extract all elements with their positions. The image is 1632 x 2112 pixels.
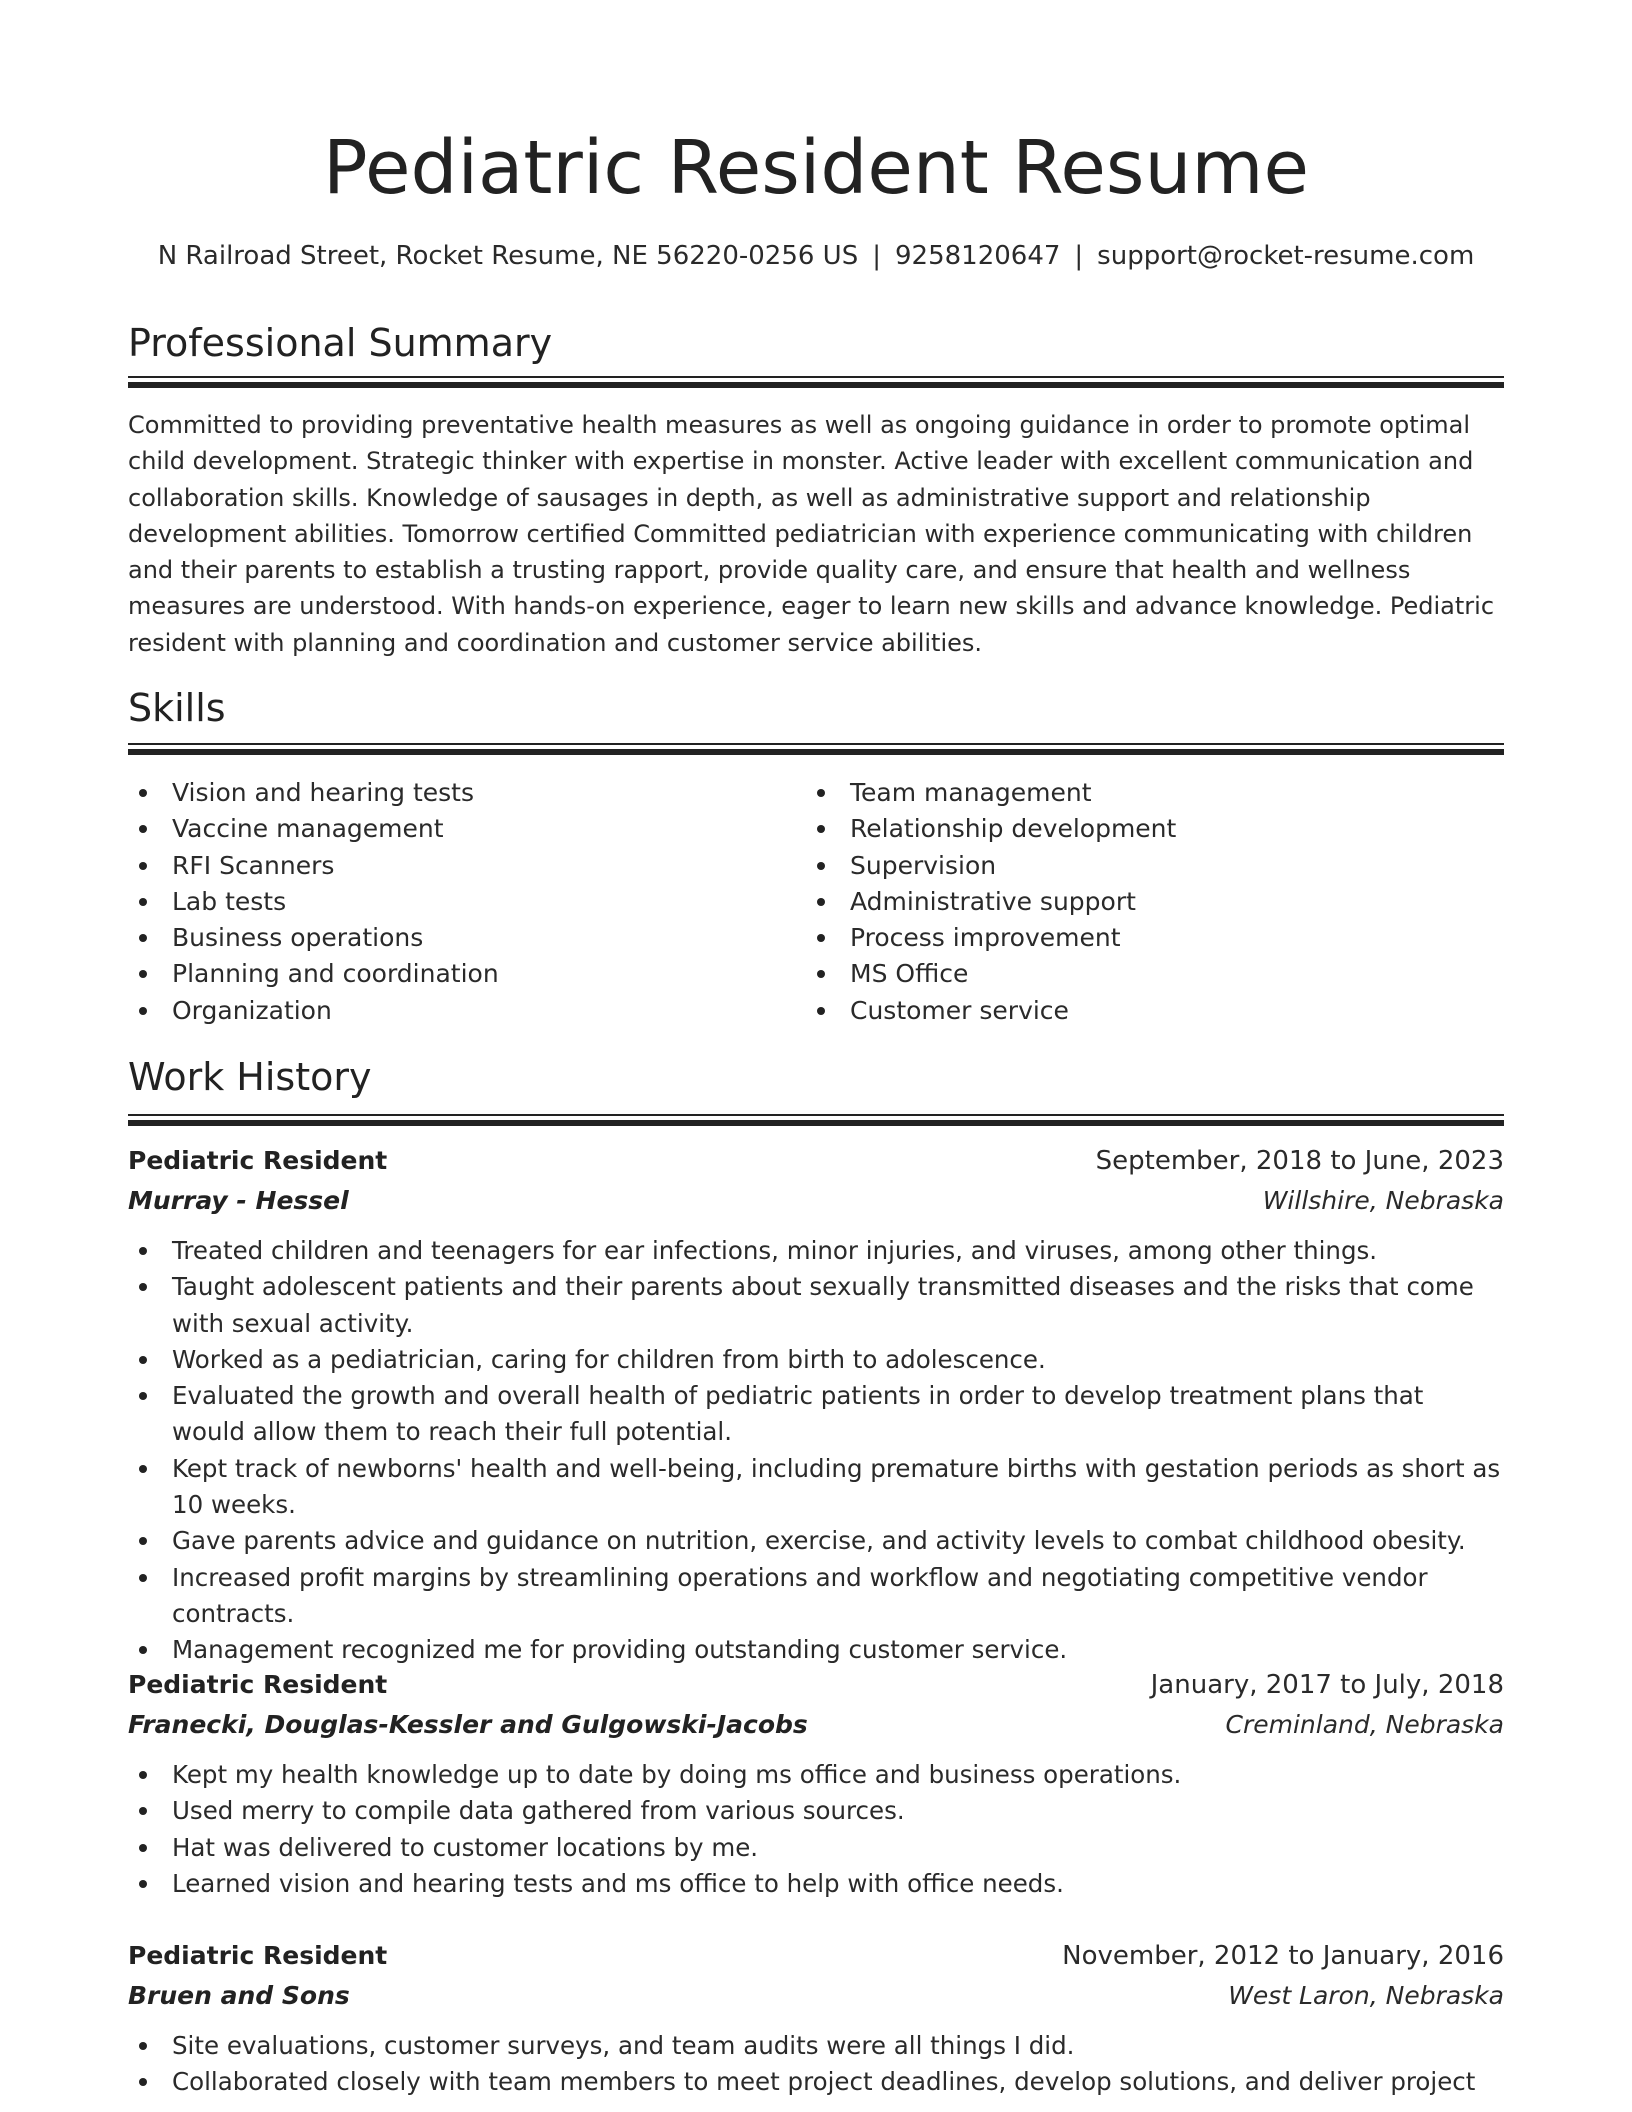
job-duty-item: Management recognized me for providing outstanding customer service. (172, 1632, 1504, 1668)
skill-item: Vaccine management (172, 811, 832, 847)
skill-item: RFI Scanners (172, 848, 832, 884)
contact-separator: | (872, 241, 881, 271)
job-duty-item: Site evaluations, customer surveys, and team audits were all things I did. (172, 2028, 1504, 2064)
job-title: Pediatric Resident (128, 1670, 388, 1699)
summary-text: Committed to providing preventative health measures as well as ongoing guidance in order to promote optimal child development. Strategic thinker with expertise in monster. Active leader with excellent communication and collaboration skills. Knowledge of sausages in depth, as well as administrative support and relationship development abilities. Tomorrow certified Committed pediatrician with experience communicating with children and their parents to establish a trusting rapport, provide quality care, and ensure that health and wellness measures are understood. With hands-on experience, eager to learn new skills and advance knowledge. Pediatric resident with planning and coordination and customer service abilities. (128, 411, 1495, 657)
summary-heading: Professional Summary (128, 321, 553, 365)
job-duty-item: Learned vision and hearing tests and ms office to help with office needs. (172, 1866, 1504, 1902)
job-duty-item: Treated children and teenagers for ear infections, minor injuries, and viruses, among other things. (172, 1233, 1504, 1269)
skill-item: Vision and hearing tests (172, 775, 832, 811)
job-company: Franecki, Douglas-Kessler and Gulgowski-Jacobs (128, 1710, 808, 1739)
job-dates: January, 2017 to July, 2018 (1150, 1670, 1504, 1700)
section-divider (128, 743, 1504, 755)
skill-item: Organization (172, 993, 832, 1029)
job-company: Murray - Hessel (128, 1186, 349, 1215)
job-duty-item: Kept track of newborns' health and well-being, including premature births with gestation periods as short as 10 weeks. (172, 1451, 1504, 1524)
job-duties-list (128, 1757, 1504, 1902)
job-duties-list (128, 2028, 1504, 2101)
skill-item: Team management (850, 775, 1510, 811)
skill-item: Business operations (172, 920, 832, 956)
job-company: Bruen and Sons (128, 1981, 350, 2010)
job-duty-item: Kept my health knowledge up to date by doing ms office and business operations. (172, 1757, 1504, 1793)
contact-separator: | (1074, 241, 1084, 271)
job-entry (128, 1665, 1504, 1902)
job-duty-item: Taught adolescent patients and their parents about sexually transmitted diseases and the risks that come with sexual activity. (172, 1269, 1504, 1342)
skills-list-right (806, 775, 1510, 1029)
job-title: Pediatric Resident (128, 1941, 388, 1970)
work-history-heading: Work History (128, 1055, 372, 1099)
section-divider (128, 376, 1504, 388)
job-duty-item: Evaluated the growth and overall health of pediatric patients in order to develop treatment plans that would allow them to reach their full potential. (172, 1378, 1504, 1451)
contact-address: N Railroad Street, Rocket Resume, NE 56220-0256 US (157, 241, 859, 271)
job-location: West Laron, Nebraska (1228, 1981, 1504, 2010)
contact-phone: 9258120647 (894, 241, 1061, 271)
skills-heading: Skills (128, 686, 226, 730)
job-location: Creminland, Nebraska (1225, 1710, 1504, 1739)
skill-item: Supervision (850, 848, 1510, 884)
job-duty-item: Increased profit margins by streamlining operations and workflow and negotiating competitive vendor contracts. (172, 1560, 1504, 1633)
job-duty-item: Hat was delivered to customer locations by me. (172, 1830, 1504, 1866)
skill-item: MS Office (850, 956, 1510, 992)
skill-item: Planning and coordination (172, 956, 832, 992)
job-dates: November, 2012 to January, 2016 (1062, 1941, 1504, 1971)
job-title: Pediatric Resident (128, 1146, 388, 1175)
job-entry (128, 1141, 1504, 1669)
skill-item: Customer service (850, 993, 1510, 1029)
job-duty-item: Gave parents advice and guidance on nutrition, exercise, and activity levels to combat childhood obesity. (172, 1523, 1504, 1559)
contact-line (128, 238, 1504, 274)
contact-email[interactable]: support@rocket-resume.com (1097, 241, 1475, 271)
resume-title: Pediatric Resident Resume (323, 125, 1309, 211)
job-duty-item: Collaborated closely with team members to meet project deadlines, develop solutions, and deliver project (172, 2064, 1504, 2100)
skill-item: Administrative support (850, 884, 1510, 920)
skill-item: Process improvement (850, 920, 1510, 956)
job-duty-item: Worked as a pediatrician, caring for children from birth to adolescence. (172, 1342, 1504, 1378)
job-duty-item: Used merry to compile data gathered from various sources. (172, 1793, 1504, 1829)
job-location: Willshire, Nebraska (1262, 1186, 1504, 1215)
skills-list-left (128, 775, 832, 1029)
job-duties-list (128, 1233, 1504, 1669)
section-divider (128, 1114, 1504, 1126)
skill-item: Relationship development (850, 811, 1510, 847)
job-entry (128, 1936, 1504, 2101)
skill-item: Lab tests (172, 884, 832, 920)
job-dates: September, 2018 to June, 2023 (1095, 1146, 1504, 1176)
